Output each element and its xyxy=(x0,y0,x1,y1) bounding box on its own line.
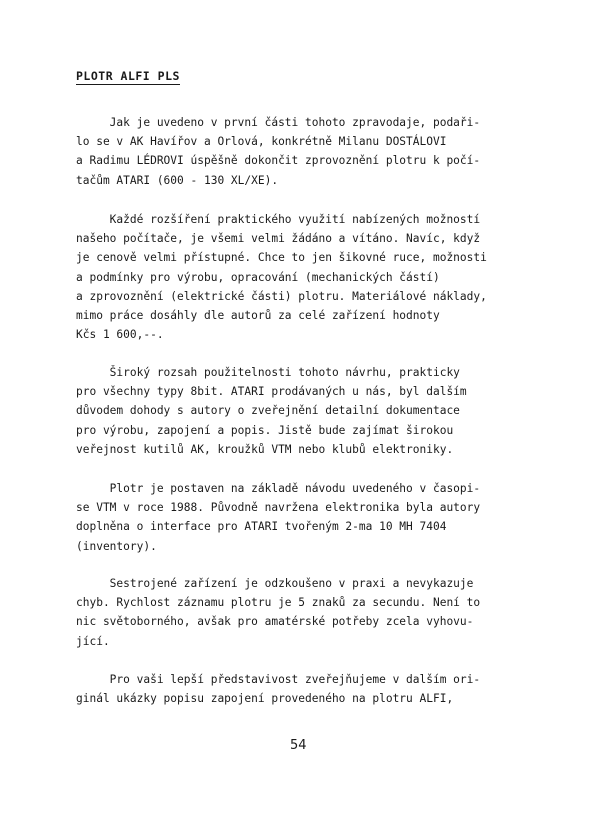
paragraph-scope xyxy=(76,363,526,459)
text-line: (inventory). xyxy=(76,539,157,553)
text-line: nic světoborného, avšak pro amatérské potřeby zcela vyhovu- xyxy=(76,615,474,629)
text-line: mimo práce dosáhly dle autorů za celé zařízení hodnoty xyxy=(76,308,440,322)
text-line: Každé rozšíření praktického využití nabízených možností xyxy=(76,213,481,226)
text-line: a Radimu LÉDROVI úspěšně dokončit zprovoznění plotru k počí- xyxy=(76,154,481,168)
text-line: a podmínky pro výrobu, opracování (mechanických částí) xyxy=(76,270,440,284)
text-line: veřejnost kutilů AK, kroužků VTM nebo klubů elektroniky. xyxy=(76,442,454,456)
text-line: Pro vaši lepší představivost zveřejňujeme v dalším ori- xyxy=(76,673,481,686)
text-line: je cenově velmi přístupné. Chce to jen šikovné ruce, možnosti xyxy=(76,251,487,265)
paragraph-testing xyxy=(76,574,526,651)
text-line: Sestrojené zařízení je odzkoušeno v praxi a nevykazuje xyxy=(76,577,474,590)
text-line: Jak je uvedeno v první části tohoto zpravodaje, podaři- xyxy=(76,116,481,129)
text-line: pro výrobu, zapojení a popis. Jistě bude zajímat širokou xyxy=(76,423,454,437)
text-line: Široký rozsah použitelnosti tohoto návrhu, prakticky xyxy=(76,366,460,379)
paragraph-intro xyxy=(76,113,526,190)
page-title: PLOTR ALFI PLS xyxy=(76,69,180,83)
text-line: Plotr je postaven na základě návodu uvedeného v časopi- xyxy=(76,482,481,495)
text-line: Kčs 1 600,--. xyxy=(76,328,164,342)
text-line: se VTM v roce 1988. Původně navržena elektronika byla autory xyxy=(76,501,481,515)
text-line: chyb. Rychlost záznamu plotru je 5 znaků za secundu. Není to xyxy=(76,596,481,610)
page-number: 54 xyxy=(290,738,307,753)
text-line: a zprovoznění (elektrické části) plotru. Materiálové náklady, xyxy=(76,289,487,303)
text-line: jící. xyxy=(76,634,110,648)
text-line: našeho počítače, je všemi velmi žádáno a vítáno. Navíc, když xyxy=(76,232,481,246)
text-line: tačům ATARI (600 - 130 XL/XE). xyxy=(76,173,279,187)
text-line: doplněna o interface pro ATARI tvořeným 2-ma 10 MH 7404 xyxy=(76,520,447,534)
paragraph-benefits xyxy=(76,210,526,344)
paragraph-closing xyxy=(76,670,526,708)
text-line: pro všechny typy 8bit. ATARI prodávaných u nás, byl dalším xyxy=(76,385,467,399)
text-line: lo se v AK Havířov a Orlová, konkrétně Milanu DOSTÁLOVI xyxy=(76,135,447,149)
paragraph-construction xyxy=(76,479,526,556)
text-line: důvodem dohody s autory o zveřejnění detailní dokumentace xyxy=(76,404,460,418)
text-line: ginál ukázky popisu zapojení provedeného na plotru ALFI, xyxy=(76,692,454,706)
